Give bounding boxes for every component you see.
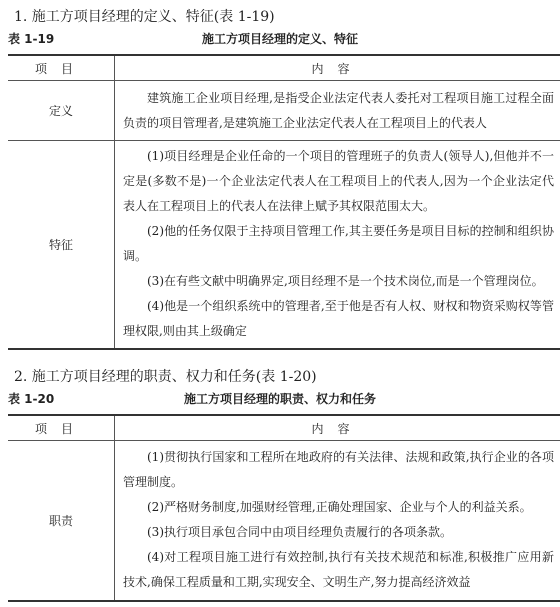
paragraph: (2)他的任务仅限于主持项目管理工作,其主要任务是项目目标的控制和组织协调。 [123, 224, 554, 264]
table-1-20-caption: 施工方项目经理的职责、权力和任务 [183, 392, 376, 406]
table-row-features [8, 141, 560, 349]
paragraph: (1)贯彻执行国家和工程所在地政府的有关法律、法规和政策,执行企业的各项管理制度。 [123, 450, 554, 490]
row-content [115, 141, 560, 349]
table-1-19 [8, 54, 560, 350]
table-1-20-number: 表 1-20 [8, 392, 55, 406]
paragraph: (2)严格财务制度,加强财经管理,正确处理国家、企业与个人的利益关系。 [147, 500, 532, 515]
paragraph: (1)项目经理是企业任命的一个项目的管理班子的负责人(领导人),但他并不一定是(多数不是)一个企业法定代表人在工程项目上的代表人,因为一个企业法定代表人在工程项目上的代表人在法律上赋予其权限范围太大。 [123, 149, 554, 214]
table-header-row [8, 55, 560, 81]
row-label: 特征 [8, 141, 115, 349]
section1-title: 1. 施工方项目经理的定义、特征(表 1-19) [14, 9, 275, 25]
paragraph: (4)他是一个组织系统中的管理者,至于他是否有人权、财权和物资采购权等管理权限,则由其上级确定 [123, 299, 554, 339]
header-content: 内容 [115, 55, 560, 81]
header-item: 项目 [8, 415, 115, 441]
paragraph: (3)在有些文献中明确界定,项目经理不是一个技术岗位,而是一个管理岗位。 [147, 274, 544, 289]
table-1-19-number: 表 1-19 [8, 32, 55, 46]
row-content [115, 81, 560, 141]
row-label: 职责 [8, 441, 115, 601]
header-content: 内容 [115, 415, 560, 441]
paragraph: 建筑施工企业项目经理,是指受企业法定代表人委托对工程项目施工过程全面负责的项目管理者,是建筑施工企业法定代表人在工程项目上的代表人 [123, 90, 554, 130]
header-item: 项目 [8, 55, 115, 81]
paragraph: (3)执行项目承包合同中由项目经理负责履行的各项条款。 [147, 525, 453, 540]
row-content [115, 441, 560, 601]
section2-title: 2. 施工方项目经理的职责、权力和任务(表 1-20) [14, 369, 317, 385]
table-header-row [8, 415, 560, 441]
row-label: 定义 [8, 81, 115, 141]
table-row-definition [8, 81, 560, 141]
table-1-20 [8, 414, 560, 602]
paragraph: (4)对工程项目施工进行有效控制,执行有关技术规范和标准,积极推广应用新技术,确保工程质量和工期,实现安全、文明生产,努力提高经济效益 [123, 550, 554, 590]
table-1-19-caption: 施工方项目经理的定义、特征 [201, 32, 358, 46]
table-row-duties [8, 441, 560, 601]
